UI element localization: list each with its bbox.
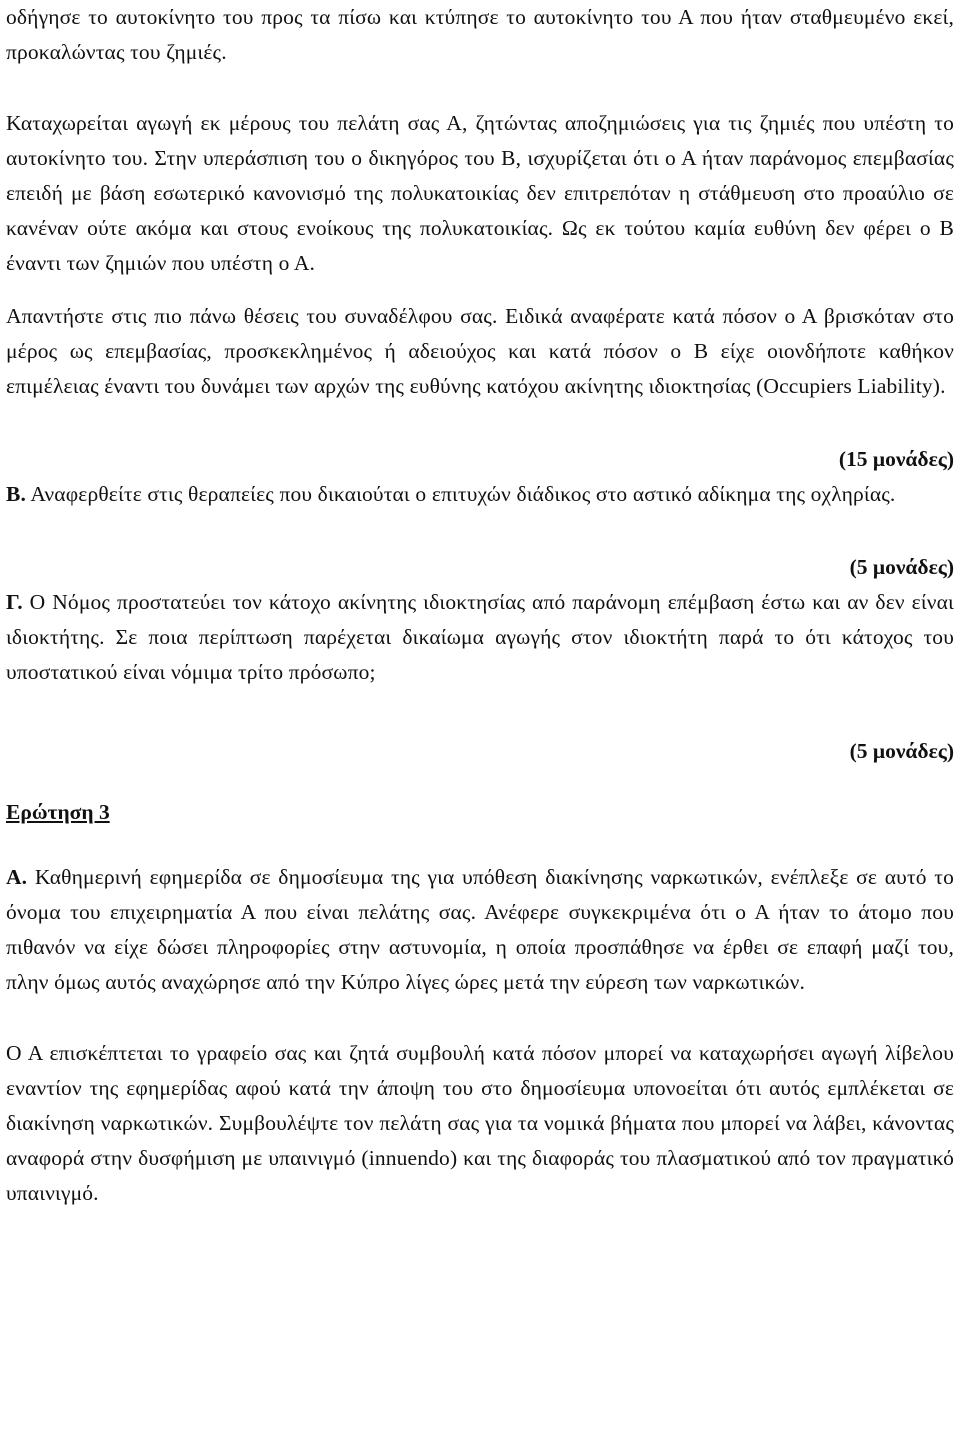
question-letter: Γ.	[6, 590, 23, 614]
spacer	[6, 690, 954, 734]
question-g	[6, 585, 954, 690]
question-text: Καθημερινή εφημερίδα σε δημοσίευμα της για υπόθεση διακίνησης ναρκωτικών, ενέπλεξε σε αυτό το όνομα του επιχειρηματία Α που είναι πελάτης σας. Ανέφερε συγκεκριμένα ότι ο Α ήταν το άτομο που πιθανόν να είχε δώσει πληροφορίες στην αστυνομία, η οποία προσπάθησε να έρθει σε επαφή μαζί του, πλην όμως αυτός αναχώρησε από την Κύπρο λίγες ώρες μετά την εύρεση των ναρκωτικών.	[6, 865, 954, 994]
spacer	[6, 281, 954, 299]
section-heading: Ερώτηση 3	[6, 800, 110, 824]
question-text: Αναφερθείτε στις θεραπείες που δικαιούται ο επιτυχών διάδικος στο αστικό αδίκημα της οχληρίας.	[26, 482, 896, 506]
spacer	[6, 512, 954, 550]
question-text: Ο Νόμος προστατεύει τον κάτοχο ακίνητης ιδιοκτησίας από παράνομη επέμβαση έστω και αν δεν είναι ιδιοκτήτης. Σε ποια περίπτωση παρέχεται δικαίωμα αγωγής στον ιδιοκτήτη παρά το ότι κάτοχος του υποστατικού είναι νόμιμα τρίτο πρόσωπο;	[6, 590, 954, 684]
question-letter: Α.	[6, 865, 28, 889]
question-a	[6, 860, 954, 1000]
spacer	[6, 70, 954, 106]
spacer	[6, 1000, 954, 1036]
question-b	[6, 477, 954, 512]
document-page	[6, 0, 954, 1211]
paragraph-advice: Ο Α επισκέπτεται το γραφείο σας και ζητά συμβουλή κατά πόσον μπορεί να καταχωρήσει αγωγή λίβελου εναντίον της εφημερίδας αφού κατά την άποψη του στο δημοσίευμα υπονοείται ότι αυτός εμπλέκεται σε διακίνηση ναρκωτικών. Συμβουλέψτε τον πελάτη σας για τα νομικά βήματα που μπορεί να λάβει, κάνοντας αναφορά στην δυσφήμιση με υπαινιγμό (innuendo) και της διαφοράς του πλασματικού από τον πραγματικό υπαινιγμό.	[6, 1041, 954, 1205]
question-letter: Β.	[6, 482, 27, 506]
spacer	[6, 769, 954, 795]
spacer	[6, 404, 954, 442]
marks-label: (5 μονάδες)	[849, 739, 954, 763]
marks-label: (15 μονάδες)	[838, 447, 954, 471]
paragraph-instructions: Απαντήστε στις πιο πάνω θέσεις του συναδέλφου σας. Ειδικά αναφέρατε κατά πόσον ο Α βρισκόταν στο μέρος ως επεμβασίας, προσκεκλημένος ή αδειούχος και κατά πόσον ο Β είχε οιονδήποτε καθήκον επιμέλειας έναντι του δυνάμει των αρχών της ευθύνης κατόχου ακίνητης ιδιοκτησίας (Occupiers Liability).	[6, 304, 954, 398]
marks-label: (5 μονάδες)	[849, 555, 954, 579]
paragraph-lawsuit: Καταχωρείται αγωγή εκ μέρους του πελάτη σας Α, ζητώντας αποζημιώσεις για τις ζημιές που υπέστη το αυτοκίνητο του. Στην υπεράσπιση του ο δικηγόρος του Β, ισχυρίζεται ότι ο Α ήταν παράνομος επεμβασίας επειδή με βάση εσωτερικό κανονισμό της πολυκατοικίας δεν επιτρεπόταν η στάθμευση στο προαύλιο σε κανέναν ούτε ακόμα και στους ενοίκους της πολυκατοικίας. Ως εκ τούτου καμία ευθύνη δεν φέρει ο Β έναντι των ζημιών που υπέστη ο Α.	[6, 111, 954, 275]
paragraph-continuation: οδήγησε το αυτοκίνητο του προς τα πίσω και κτύπησε το αυτοκίνητο του Α που ήταν σταθμευμένο εκεί, προκαλώντας του ζημιές.	[6, 5, 954, 64]
spacer	[6, 830, 954, 860]
